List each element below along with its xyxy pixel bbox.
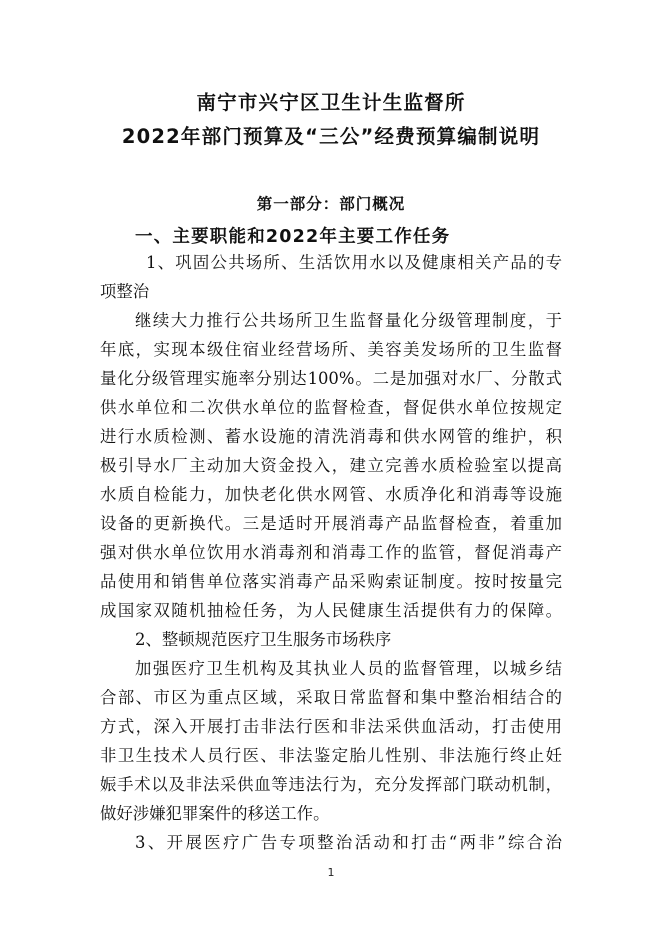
body-line: 合部、市区为重点区域，采取日常监督和集中整治相结合的 <box>100 688 562 707</box>
body-line: 供水单位和二次供水单位的监督检查，督促供水单位按规定 <box>100 398 562 417</box>
body-line: 极引导水厂主动加大资金投入，建立完善水质检验室以提高 <box>100 456 562 475</box>
page-number: 1 <box>327 866 335 879</box>
body-line: 水质自检能力，加快老化供水网管、水质净化和消毒等设施 <box>100 485 562 504</box>
body-line: 继续大力推行公共场所卫生监督量化分级管理制度，于 <box>135 311 562 330</box>
body-line: 进行水质检测、蓄水设施的清洗消毒和供水网管的维护，积 <box>100 427 562 446</box>
part-heading: 第一部分：部门概况 <box>256 195 406 213</box>
body-line: 成国家双随机抽检任务，为人民健康生活提供有力的保障。 <box>100 601 562 620</box>
body-line: 加强医疗卫生机构及其执业人员的监督管理，以城乡结 <box>135 659 562 678</box>
body-line: 年底，实现本级住宿业经营场所、美容美发场所的卫生监督 <box>100 340 562 359</box>
body-line: 强对供水单位饮用水消毒剂和消毒工作的监管，督促消毒产 <box>100 543 562 562</box>
document-title-line-1: 南宁市兴宁区卫生计生监督所 <box>196 91 466 114</box>
body-line: 设备的更新换代。三是适时开展消毒产品监督检查，着重加 <box>100 514 562 533</box>
body-line: 项整治 <box>100 282 150 301</box>
subsection-heading-2: 2、整顿规范医疗卫生服务市场秩序 <box>135 630 392 649</box>
subsection-heading-3: 3、开展医疗广告专项整治活动和打击“两非”综合治 <box>135 833 562 852</box>
body-line: 量化分级管理实施率分别达100%。二是加强对水厂、分散式 <box>100 369 562 388</box>
subsection-heading-1: 1、巩固公共场所、生活饮用水以及健康相关产品的专 <box>146 253 562 272</box>
body-line: 娠手术以及非法采供血等违法行为，充分发挥部门联动机制， <box>100 775 562 794</box>
body-line: 非卫生技术人员行医、非法鉴定胎儿性别、非法施行终止妊 <box>100 746 562 765</box>
section-heading: 一、主要职能和2022年主要工作任务 <box>135 227 451 247</box>
body-line: 做好涉嫌犯罪案件的移送工作。 <box>100 804 330 823</box>
document-title-line-2: 2022年部门预算及“三公”经费预算编制说明 <box>121 125 541 148</box>
body-line: 品使用和销售单位落实消毒产品采购索证制度。按时按量完 <box>100 572 562 591</box>
body-line: 方式，深入开展打击非法行医和非法采供血活动，打击使用 <box>100 717 562 736</box>
